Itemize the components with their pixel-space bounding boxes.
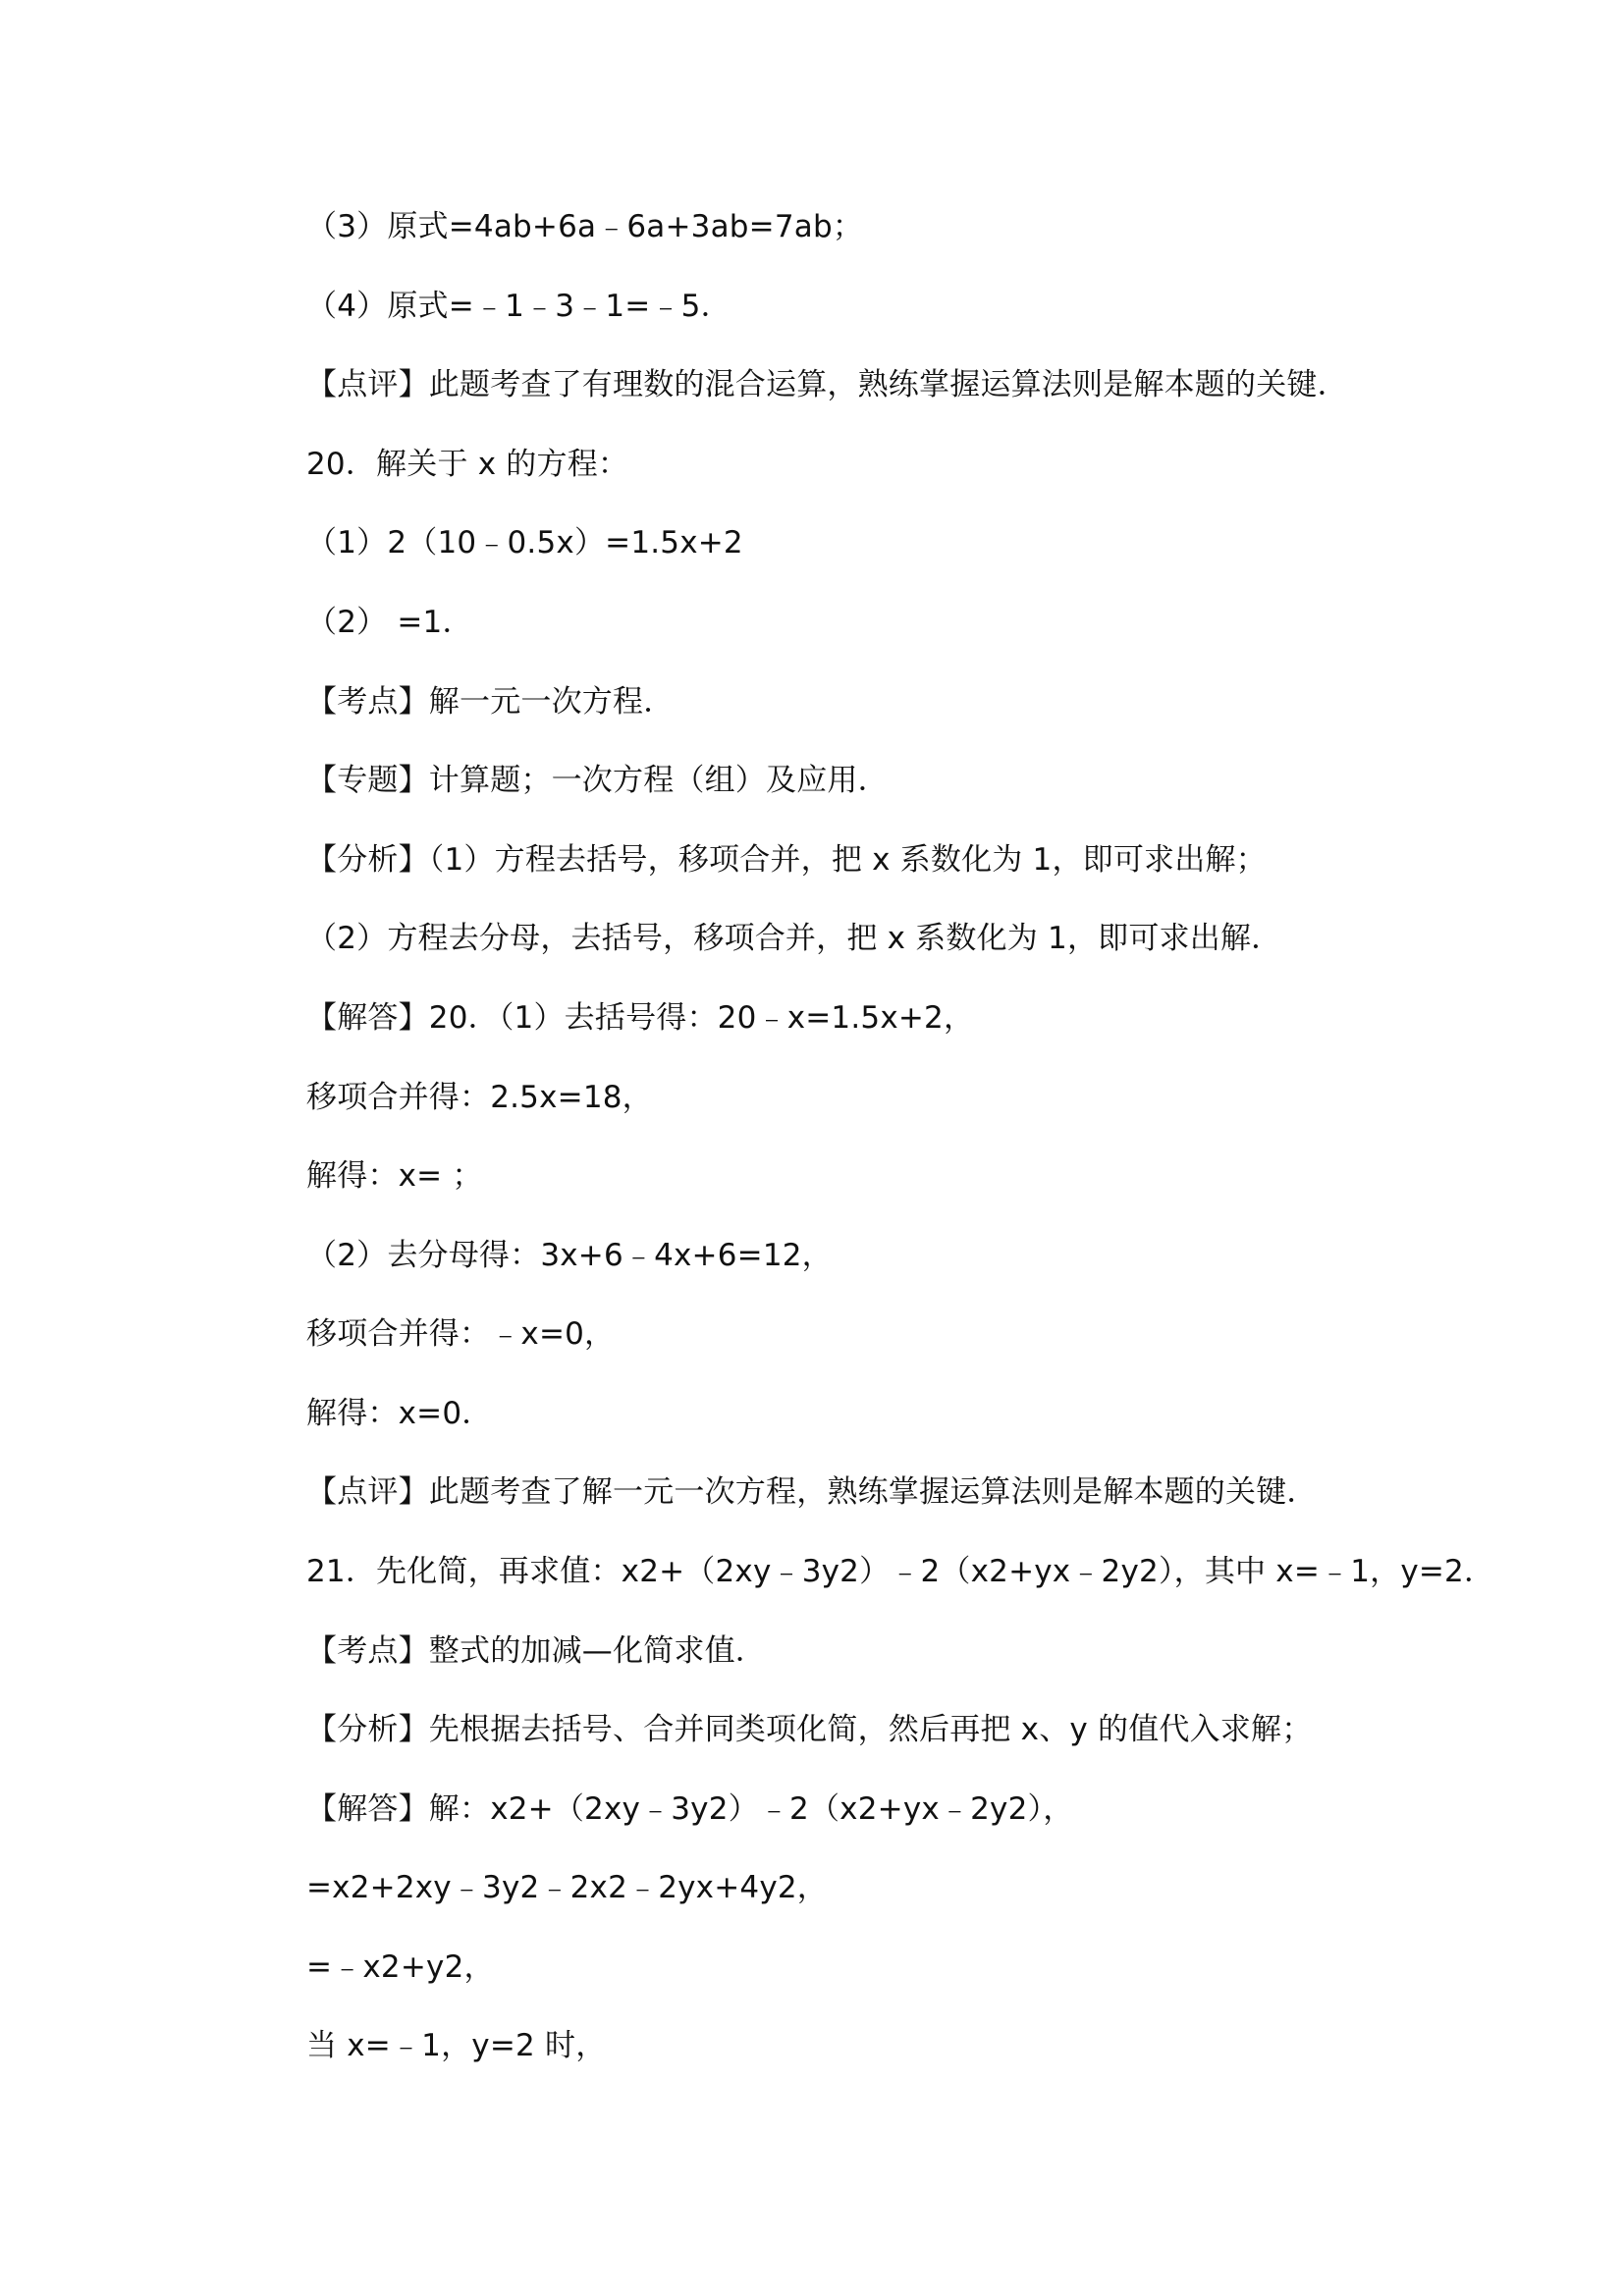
- text-line: 【分析】（1）方程去括号，移项合并，把 x 系数化为 1，即可求出解；: [306, 842, 1267, 878]
- text-line: 当 x=﹣1，y=2 时，: [306, 2028, 607, 2063]
- text-line: （2）方程去分母，去括号，移项合并，把 x 系数化为 1，即可求出解．: [306, 921, 1282, 956]
- text-line: =x2+2xy﹣3y2﹣2x2﹣2yx+4y2，: [306, 1870, 828, 1905]
- text-line: 【点评】此题考查了有理数的混合运算，熟练掌握运算法则是解本题的关键．: [306, 367, 1348, 402]
- text-line: （2） =1．: [306, 605, 473, 640]
- text-line: 【解答】解：x2+（2xy﹣3y2）﹣2（x2+yx﹣2y2），: [306, 1791, 1074, 1827]
- text-line: =﹣x2+y2，: [306, 1949, 495, 1985]
- text-line: 【分析】先根据去括号、合并同类项化简，然后再把 x、y 的值代入求解；: [306, 1712, 1313, 1747]
- text-line: （1）2（10﹣0.5x）=1.5x+2: [306, 525, 743, 561]
- text-line: 移项合并得：2.5x=18，: [306, 1080, 653, 1115]
- text-line: 【专题】计算题；一次方程（组）及应用．: [306, 763, 889, 798]
- question-20-title: 20．解关于 x 的方程：: [306, 447, 629, 482]
- text-line: 解得：x=0．: [306, 1396, 493, 1431]
- text-line: 移项合并得：﹣x=0，: [306, 1316, 616, 1352]
- text-line: （4）原式=﹣1﹣3﹣1=﹣5．: [306, 289, 731, 324]
- text-line: （3）原式=4ab+6a﹣6a+3ab=7ab；: [306, 209, 864, 244]
- text-line: 【点评】此题考查了解一元一次方程，熟练掌握运算法则是解本题的关键．: [306, 1474, 1318, 1510]
- text-line: 【考点】整式的加减—化简求值．: [306, 1633, 766, 1669]
- question-21-title: 21．先化简，再求值：x2+（2xy﹣3y2）﹣2（x2+yx﹣2y2），其中 x=﹣1，y=2．: [306, 1554, 1495, 1589]
- text-line: 【考点】解一元一次方程．: [306, 684, 675, 720]
- text-line: 解得：x= ；: [306, 1158, 483, 1194]
- text-line: 【解答】20．（1）去括号得：20﹣x=1.5x+2，: [306, 1000, 975, 1036]
- text-line: （2）去分母得：3x+6﹣4x+6=12，: [306, 1238, 833, 1273]
